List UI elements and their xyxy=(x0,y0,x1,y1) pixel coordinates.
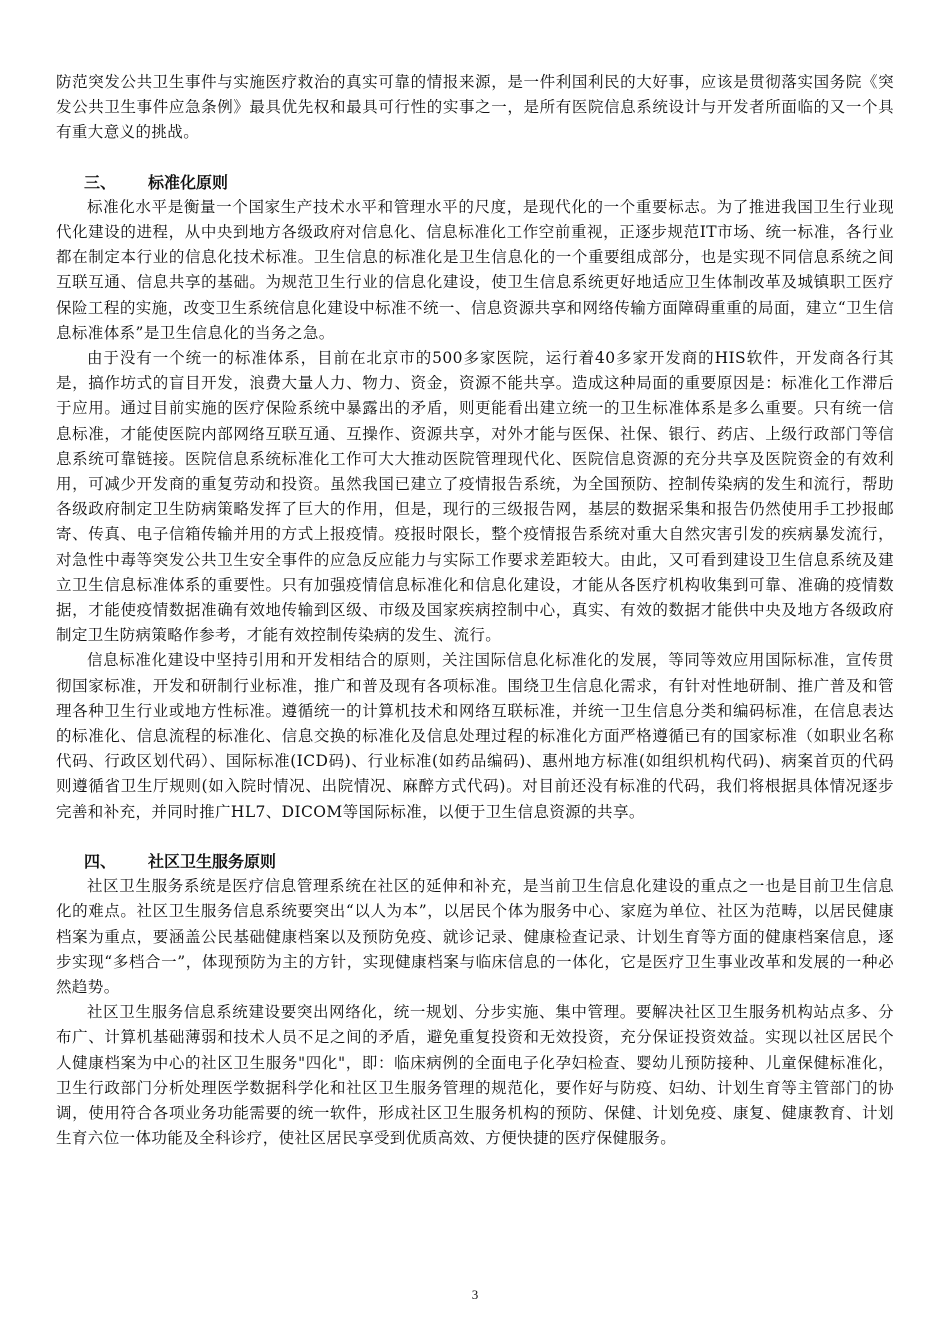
section-number: 三、 xyxy=(84,172,117,192)
spacer xyxy=(56,825,894,849)
section-heading-community-health xyxy=(56,849,894,874)
spacer xyxy=(56,146,894,170)
document-page xyxy=(56,70,894,1151)
section-number: 四、 xyxy=(84,851,117,871)
paragraph: 社区卫生服务信息系统建设要突出网络化，统一规划、分步实施、集中管理。要解决社区卫生服务机构站点多、分布广、计算机基础薄弱和技术人员不足之间的矛盾，避免重复投资和无效投资，充分保证投资效益。实现以社区居民个人健康档案为中心的社区卫生服务"四化"，即：临床病例的全面电子化孕妇检查、婴幼儿预防接种、儿童保健标准化，卫生行政部门分析处理医学数据科学化和社区卫生服务管理的规范化，要作好与防疫、妇幼、计划生育等主管部门的协调，使用符合各项业务功能需要的统一软件，形成社区卫生服务机构的预防、保健、计划免疫、康复、健康教育、计划生育六位一体功能及全科诊疗，使社区居民享受到优质高效、方便快捷的医疗保健服务。 xyxy=(56,1003,894,1148)
paragraph: 信息标准化建设中坚持引用和开发相结合的原则，关注国际信息化标准化的发展，等同等效应用国际标准，宣传贯彻国家标准，开发和研制行业标准，推广和普及现有各项标准。围绕卫生信息化需求，有针对性地研制、推广普及和管理各种卫生行业或地方性标准。遵循统一的计算机技术和网络互联标准，并统一卫生信息分类和编码标准，在信息表达的标准化、信息流程的标准化、信息交换的标准化及信息处理过程的标准化方面严格遵循已有的国家标准（如职业名称代码、行政区划代码）、国际标准(ICD码)、行业标准(如药品编码)、惠州地方标准(如组织机构代码)、病案首页的代码则遵循省卫生厅规则(如入院时情况、出院情况、麻醉方式代码)。对目前还没有标准的代码，我们将根据具体情况逐步完善和补充，并同时推广HL7、DICOM等国际标准，以便于卫生信息资源的共享。 xyxy=(56,651,894,821)
intro-paragraph: 防范突发公共卫生事件与实施医疗救治的真实可靠的情报来源，是一件利国利民的大好事，应该是贯彻落实国务院《突发公共卫生事件应急条例》最具优先权和最具可行性的实事之一，是所有医院信息系统设计与开发者所面临的又一个具有重大意义的挑战。 xyxy=(56,73,894,142)
paragraph: 社区卫生服务系统是医疗信息管理系统在社区的延伸和补充，是当前卫生信息化建设的重点之一也是目前卫生信息化的难点。社区卫生服务信息系统要突出“以人为本”，以居民个体为服务中心、家庭为单位、社区为范畴，以居民健康档案为重点，要涵盖公民基础健康档案以及预防免疫、就诊记录、健康检查记录、计划生育等方面的健康档案信息，逐步实现“多档合一”，体现预防为主的方针，实现健康档案与临床信息的一体化，它是医疗卫生事业改革和发展的一种必然趋势。 xyxy=(56,877,894,996)
paragraph: 由于没有一个统一的标准体系，目前在北京市的500多家医院，运行着40多家开发商的HIS软件，开发商各行其是，搞作坊式的盲目开发，浪费大量人力、物力、资金，资源不能共享。造成这种局面的重要原因是：标准化工作滞后于应用。通过目前实施的医疗保险系统中暴露出的矛盾，则更能看出建立统一的卫生标准体系是多么重要。只有统一信息标准，才能使医院内部网络互联互通、互操作、资源共享，对外才能与医保、社保、银行、药店、上级行政部门等信息系统可靠链接。医院信息系统标准化工作可大大推动医院管理现代化、医院信息资源的充分共享及医院资金的有效利用，可减少开发商的重复劳动和投资。虽然我国已建立了疫情报告系统，为全国预防、控制传染病的发生和流行，帮助各级政府制定卫生防病策略发挥了巨大的作用，但是，现行的三级报告网，基层的数据采集和报告仍然使用手工抄报邮寄、传真、电子信箱传输并用的方式上报疫情。疫报时限长，整个疫情报告系统对重大自然灾害引发的疾病暴发流行，对急性中毒等突发公共卫生安全事件的应急反应能力与实际工作要求差距较大。由此，又可看到建设卫生信息系统及建立卫生信息标准体系的重要性。只有加强疫情信息标准化和信息化建设，才能从各医疗机构收集到可靠、准确的疫情数据，才能使疫情数据准确有效地传输到区级、市级及国家疾病控制中心，真实、有效的数据才能供中央及地方各级政府制定卫生防病策略作参考，才能有效控制传染病的发生、流行。 xyxy=(56,349,894,645)
section-heading-standardization xyxy=(56,170,894,195)
page-number: 3 xyxy=(471,1287,479,1302)
paragraph: 标准化水平是衡量一个国家生产技术水平和管理水平的尺度，是现代化的一个重要标志。为了推进我国卫生行业现代化建设的进程，从中央到地方各级政府对信息化、信息标准化工作空前重视，正逐步规范IT市场、统一标准，各行业都在制定本行业的信息化技术标准。卫生信息的标准化是卫生信息化的一个重要组成部分，也是实现不同信息系统之间互联互通、信息共享的基础。为规范卫生行业的信息化建设，使卫生信息系统更好地适应卫生体制改革及城镇职工医疗保险工程的实施，改变卫生系统信息化建设中标准不统一、信息资源共享和网络传输方面障碍重重的局面，建立“卫生信息标准体系”是卫生信息化的当务之急。 xyxy=(56,197,894,342)
section-title: 标准化原则 xyxy=(148,172,229,192)
section-title: 社区卫生服务原则 xyxy=(148,851,277,871)
